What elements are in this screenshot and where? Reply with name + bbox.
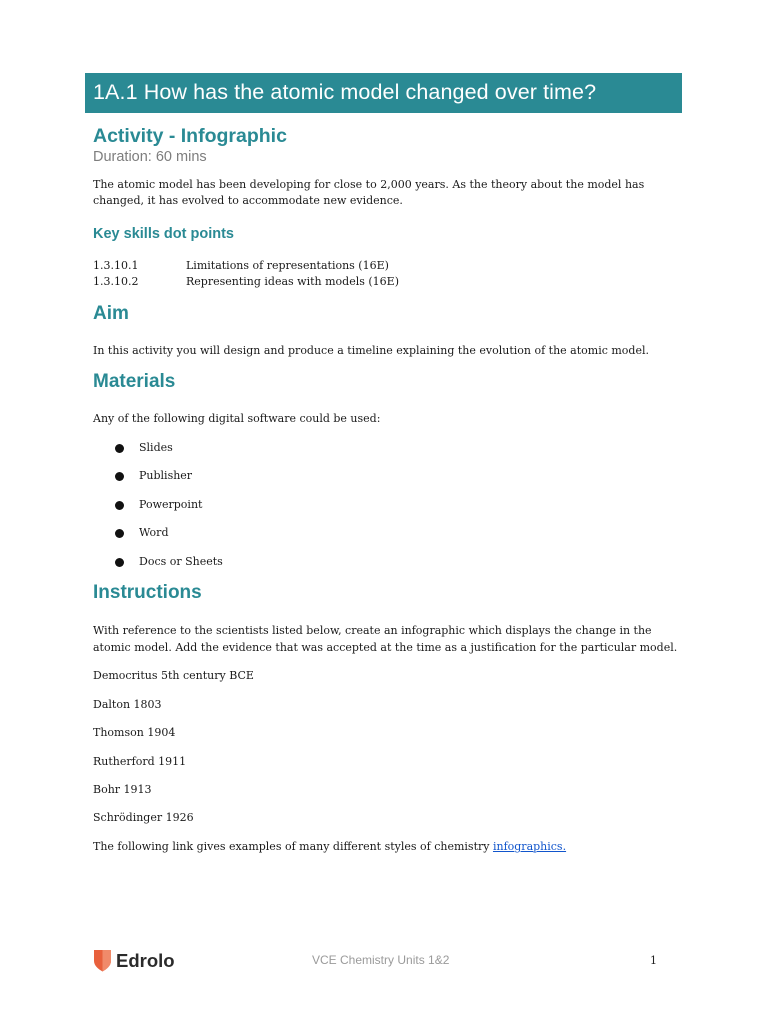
intro-line-1: The atomic model has been developing for close to 2,000 years. As the theory about the model has [93, 178, 645, 191]
key-skill-code: 1.3.10.1 [93, 259, 139, 272]
footer-course-title: VCE Chemistry Units 1&2 [312, 953, 450, 967]
materials-item-label: Docs or Sheets [139, 555, 223, 568]
intro-line-2: changed, it has evolved to accommodate new evidence. [93, 194, 403, 207]
materials-item-label: Publisher [139, 469, 193, 482]
key-skills-heading: Key skills dot points [93, 226, 234, 242]
bullet-icon [115, 529, 124, 538]
duration-text: Duration: 60 mins [93, 149, 207, 165]
bullet-icon [115, 444, 124, 453]
key-skill-description: Representing ideas with models (16E) [186, 275, 399, 288]
materials-item-label: Word [139, 526, 169, 539]
instructions-heading: Instructions [93, 582, 202, 603]
materials-item-label: Slides [139, 441, 173, 454]
materials-heading: Materials [93, 371, 176, 392]
link-sentence-text: The following link gives examples of many different styles of chemistry [93, 840, 493, 853]
key-skill-code: 1.3.10.2 [93, 275, 139, 288]
bullet-icon [115, 472, 124, 481]
edrolo-shield-icon [93, 949, 112, 972]
aim-heading: Aim [93, 303, 129, 324]
scientist-item: Dalton 1803 [93, 698, 162, 711]
title-banner [85, 73, 682, 113]
materials-intro: Any of the following digital software could be used: [93, 412, 381, 425]
key-skill-description: Limitations of representations (16E) [186, 259, 389, 272]
logo-wordmark: Edrolo [116, 949, 175, 971]
aim-text: In this activity you will design and produce a timeline explaining the evolution of the atomic model. [93, 344, 649, 357]
page-number: 1 [650, 954, 657, 967]
link-sentence [93, 839, 566, 855]
materials-item-label: Powerpoint [139, 498, 203, 511]
scientist-item: Democritus 5th century BCE [93, 669, 254, 682]
edrolo-logo [93, 949, 175, 972]
page-title: 1A.1 How has the atomic model changed over time? [93, 80, 597, 104]
infographics-link[interactable]: infographics. [492, 840, 567, 853]
activity-heading: Activity - Infographic [93, 125, 287, 147]
bullet-icon [115, 501, 124, 510]
instructions-line-2: atomic model. Add the evidence that was accepted at the time as a justification for the particular model. [93, 641, 678, 654]
scientist-item: Bohr 1913 [93, 783, 152, 796]
scientist-item: Rutherford 1911 [93, 755, 187, 768]
bullet-icon [115, 558, 124, 567]
scientist-item: Thomson 1904 [93, 726, 176, 739]
scientist-item: Schrödinger 1926 [93, 811, 194, 824]
instructions-line-1: With reference to the scientists listed below, create an infographic which displays the change in the [93, 624, 652, 637]
